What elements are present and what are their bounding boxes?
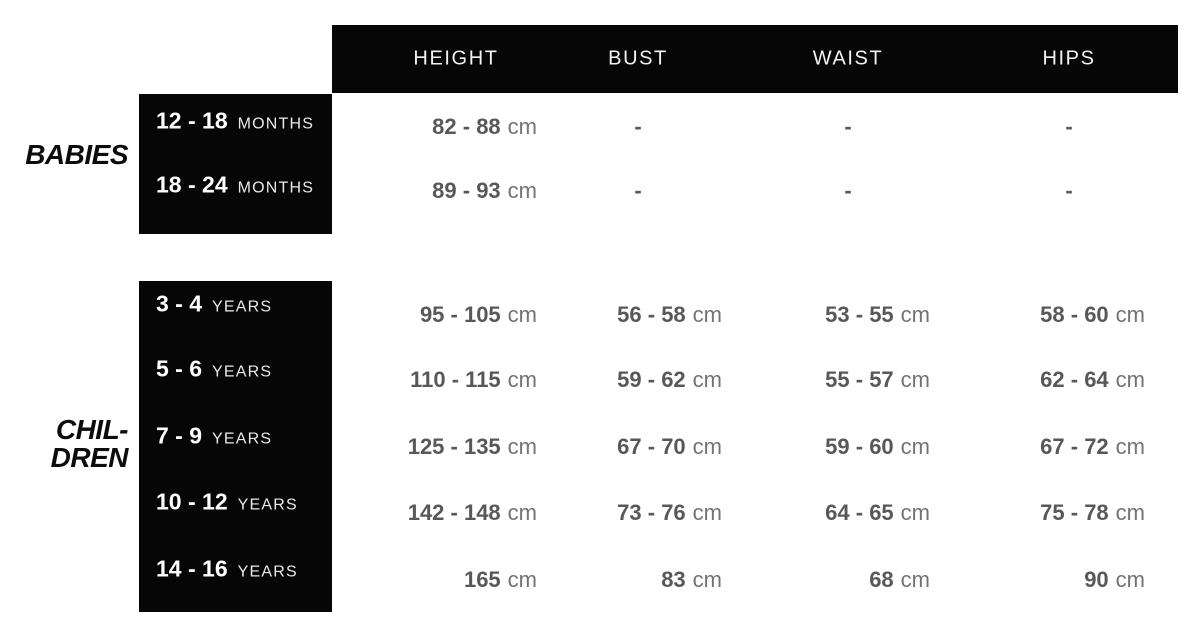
bust-value-cell [617, 500, 722, 526]
height-unit: cm [507, 434, 537, 459]
hips-value-cell [1084, 567, 1145, 593]
group-label-children-line2: DREN [50, 442, 128, 473]
bust-value-cell [617, 434, 722, 460]
bust-value: - [634, 178, 642, 203]
height-value-cell [464, 567, 537, 593]
column-header-height: HEIGHT [413, 47, 499, 70]
height-value-cell [408, 500, 537, 526]
waist-value: 55 - 57 [825, 367, 894, 392]
hips-unit: cm [1115, 500, 1145, 525]
group-label-babies [25, 141, 128, 169]
age-range-unit: MONTHS [237, 115, 315, 133]
height-value-cell [420, 302, 537, 328]
height-value-cell [432, 178, 537, 204]
hips-unit: cm [1115, 367, 1145, 392]
age-range-unit: MONTHS [237, 179, 315, 197]
age-range-label [139, 356, 332, 383]
hips-value: - [1065, 114, 1073, 139]
height-value: 165 [463, 567, 501, 592]
height-unit: cm [507, 567, 537, 592]
height-value: 125 - 135 [407, 434, 501, 459]
height-unit: cm [507, 367, 537, 392]
column-header-bust: BUST [608, 47, 668, 70]
height-unit: cm [507, 500, 537, 525]
waist-unit: cm [900, 302, 930, 327]
height-unit: cm [507, 302, 537, 327]
height-value: 89 - 93 [432, 178, 501, 203]
age-range-value: 14 - 16 [156, 555, 228, 582]
bust-value: 59 - 62 [617, 367, 686, 392]
hips-value: 62 - 64 [1040, 367, 1109, 392]
age-range-value: 10 - 12 [156, 488, 228, 515]
hips-value: 75 - 78 [1040, 500, 1109, 525]
bust-value: 67 - 70 [617, 434, 686, 459]
age-range-value: 3 - 4 [156, 290, 203, 317]
age-range-label [139, 108, 332, 135]
height-value-cell [408, 434, 537, 460]
height-value: 82 - 88 [432, 114, 501, 139]
waist-value: 68 [869, 567, 894, 592]
group-label-children-line1: CHIL- [55, 414, 128, 445]
age-range-unit: YEARS [212, 298, 273, 316]
waist-value: 59 - 60 [825, 434, 894, 459]
height-value: 110 - 115 [410, 367, 501, 392]
waist-value-cell [825, 302, 930, 328]
waist-unit: cm [900, 434, 930, 459]
height-value-cell [432, 114, 537, 140]
age-range-value: 12 - 18 [156, 107, 228, 134]
hips-unit: cm [1115, 567, 1145, 592]
height-value: 142 - 148 [407, 500, 501, 525]
waist-unit: cm [900, 567, 930, 592]
bust-value-cell [617, 302, 722, 328]
age-range-unit: YEARS [237, 496, 298, 514]
waist-unit: cm [900, 500, 930, 525]
hips-value: - [1065, 178, 1073, 203]
bust-value: 73 - 76 [617, 500, 686, 525]
waist-value-cell [825, 434, 930, 460]
bust-unit: cm [692, 567, 722, 592]
bust-value: - [634, 114, 642, 139]
age-range-unit: YEARS [237, 563, 298, 581]
waist-value-cell [825, 367, 930, 393]
column-header-hips: HIPS [1042, 47, 1096, 70]
waist-value: - [844, 114, 852, 139]
hips-value: 67 - 72 [1040, 434, 1109, 459]
height-unit: cm [507, 178, 537, 203]
waist-value: 53 - 55 [825, 302, 894, 327]
waist-unit: cm [900, 367, 930, 392]
bust-value: 56 - 58 [617, 302, 686, 327]
waist-value: 64 - 65 [825, 500, 894, 525]
hips-value-cell [1040, 302, 1145, 328]
waist-value-cell [869, 567, 930, 593]
bust-unit: cm [692, 500, 722, 525]
bust-unit: cm [692, 434, 722, 459]
age-range-value: 18 - 24 [156, 171, 228, 198]
age-range-unit: YEARS [212, 430, 273, 448]
age-range-label [139, 172, 332, 199]
hips-value: 90 [1084, 567, 1109, 592]
hips-unit: cm [1115, 434, 1145, 459]
bust-value: 83 [661, 567, 686, 592]
age-range-label [139, 291, 332, 318]
bust-unit: cm [692, 302, 722, 327]
age-range-unit: YEARS [212, 363, 273, 381]
column-header-waist: WAIST [812, 47, 884, 70]
bust-value-cell [661, 567, 722, 593]
hips-value-cell [1040, 500, 1145, 526]
age-range-label [139, 556, 332, 583]
hips-value-cell [1040, 367, 1145, 393]
group-label-babies-line: BABIES [25, 139, 128, 170]
height-value-cell [410, 367, 537, 393]
table-header-bar [332, 25, 1178, 93]
age-range-label [139, 423, 332, 450]
hips-value: 58 - 60 [1040, 302, 1109, 327]
bust-value-cell [617, 367, 722, 393]
hips-unit: cm [1115, 302, 1145, 327]
bust-unit: cm [692, 367, 722, 392]
age-range-value: 7 - 9 [156, 422, 203, 449]
height-value: 95 - 105 [419, 302, 501, 327]
age-range-value: 5 - 6 [156, 355, 203, 382]
group-label-children [51, 416, 128, 472]
waist-value: - [844, 178, 852, 203]
waist-value-cell [825, 500, 930, 526]
hips-value-cell [1040, 434, 1145, 460]
height-unit: cm [507, 114, 537, 139]
age-range-label [139, 489, 332, 516]
